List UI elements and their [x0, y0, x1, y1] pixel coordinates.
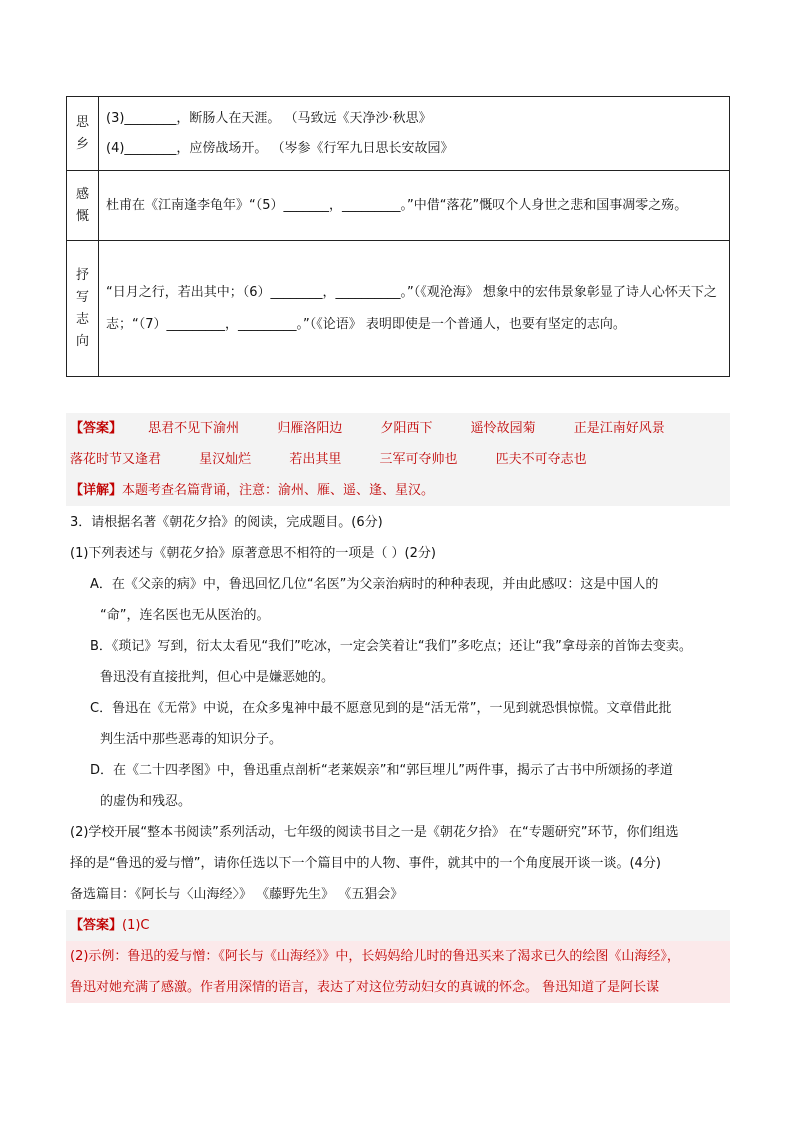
answer-row	[66, 413, 730, 444]
detail-text: 本题考查名篇背诵，注意：渝州、雁、遥、逢、星汉。	[122, 483, 435, 498]
category-char: 慨	[75, 208, 89, 224]
option-d: D．在《二十四孝图》中，鲁迅重点剖析“老莱娱亲”和“郭巨埋儿”两件事，揭示了古书中所颂扬的孝道	[90, 763, 673, 778]
answer-3-row	[66, 910, 730, 941]
category-char: 思	[75, 114, 89, 130]
option-a: A．在《父亲的病》中，鲁迅回忆几位“名医”为父亲治病时的种种表现，并由此感叹：这是中国人的	[90, 577, 659, 592]
answer-3-choice: (1)C	[122, 918, 150, 933]
content-cell	[99, 97, 730, 171]
answer-3-tag: 【答案】	[70, 918, 123, 933]
answer-item: 若出其里	[289, 452, 342, 467]
detail-tag: 【详解】	[70, 483, 123, 498]
detail-row	[66, 475, 730, 506]
question-3	[70, 507, 730, 910]
poem-table	[66, 96, 730, 377]
option-c: C．鲁迅在《无常》中说，在众多鬼神中最不愿意见到的是“活无常”，一见到就恐惧惊慌。文章借此批	[90, 701, 672, 716]
answer-tag: 【答案】	[70, 421, 123, 436]
category-cell	[67, 97, 99, 171]
answer-item: 思君不见下渝州	[148, 421, 240, 436]
sub-question-2-cont: 择的是“鲁迅的爱与憎”，请你任选以下一个篇目中的人物、事件，就其中的一个角度展开谈一谈。(4分)	[70, 856, 661, 871]
category-char: 乡	[75, 136, 89, 152]
poem-line: (3)________，断肠人在天涯。 （马致远《天净沙·秋思》	[106, 110, 432, 126]
answer-item: 落花时节又逢君	[70, 452, 162, 467]
answer-item: 遥怜故园菊	[470, 421, 536, 436]
content-cell: “日月之行，若出其中；（6）________，__________。”（《观沧海》 想象中的宏伟景象彰显了诗人心怀天下之志；“（7）_________，_________。”（《论语》 表明即使是一个普通人，也要有坚定的志向。	[99, 241, 730, 377]
category-char: 志	[75, 311, 89, 327]
category-cell	[67, 241, 99, 377]
answer-item: 匹夫不可夺志也	[495, 452, 587, 467]
answer-item: 三军可夺帅也	[379, 452, 458, 467]
content-cell: 杜甫在《江南逢李龟年》“（5）_______，_________。”中借“落花”慨叹个人身世之悲和国事凋零之殇。	[99, 171, 730, 241]
category-char: 抒	[75, 267, 89, 283]
answer-block	[66, 413, 730, 506]
alternatives: 备选篇目：《阿长与〈山海经〉》 《藤野先生》 《五猖会》	[70, 887, 404, 902]
option-b-cont: 鲁迅没有直接批判，但心中是嫌恶她的。	[100, 670, 335, 685]
answer-item: 星汉灿烂	[199, 452, 252, 467]
option-a-cont: “命”，连名医也无从医治的。	[100, 608, 270, 623]
option-d-cont: 的虚伪和残忍。	[100, 794, 192, 809]
answer-item: 归雁洛阳边	[277, 421, 343, 436]
option-b: B．《琐记》写到，衍太太看见“我们”吃冰，一定会笑着让“我们”多吃点；还让“我”拿母亲的首饰去变卖。	[90, 639, 692, 654]
answer-3-block	[66, 910, 730, 1003]
question-title: 3．请根据名著《朝花夕拾》的阅读，完成题目。(6分)	[70, 515, 383, 530]
category-char: 感	[75, 186, 89, 202]
category-char: 写	[75, 289, 89, 305]
table-row	[67, 171, 730, 241]
poem-line: (4)________，应傍战场开。 （岑参《行军九日思长安故园》	[106, 140, 454, 156]
answer-3-example: (2)示例：鲁迅的爱与憎：《阿长与《山海经》》中，长妈妈给儿时的鲁迅买来了渴求已久的绘图《山海经》，	[66, 941, 730, 972]
answer-item: 正是江南好风景	[573, 421, 665, 436]
answer-item: 夕阳西下	[380, 421, 433, 436]
sub-question-1: (1)下列表述与《朝花夕拾》原著意思不相符的一项是（ ）(2分)	[70, 546, 436, 561]
answer-row	[66, 444, 730, 475]
answer-3-example-cont: 鲁迅对她充满了感激。作者用深情的语言，表达了对这位劳动妇女的真诚的怀念。 鲁迅知道了是阿长谋	[66, 972, 730, 1003]
sub-question-2: (2)学校开展“整本书阅读”系列活动，七年级的阅读书目之一是《朝花夕拾》 在“专题研究”环节，你们组选	[70, 825, 679, 840]
table-row	[67, 241, 730, 377]
category-cell	[67, 171, 99, 241]
option-c-cont: 判生活中那些恶毒的知识分子。	[100, 732, 283, 747]
category-char: 向	[75, 333, 89, 349]
table-row	[67, 97, 730, 171]
